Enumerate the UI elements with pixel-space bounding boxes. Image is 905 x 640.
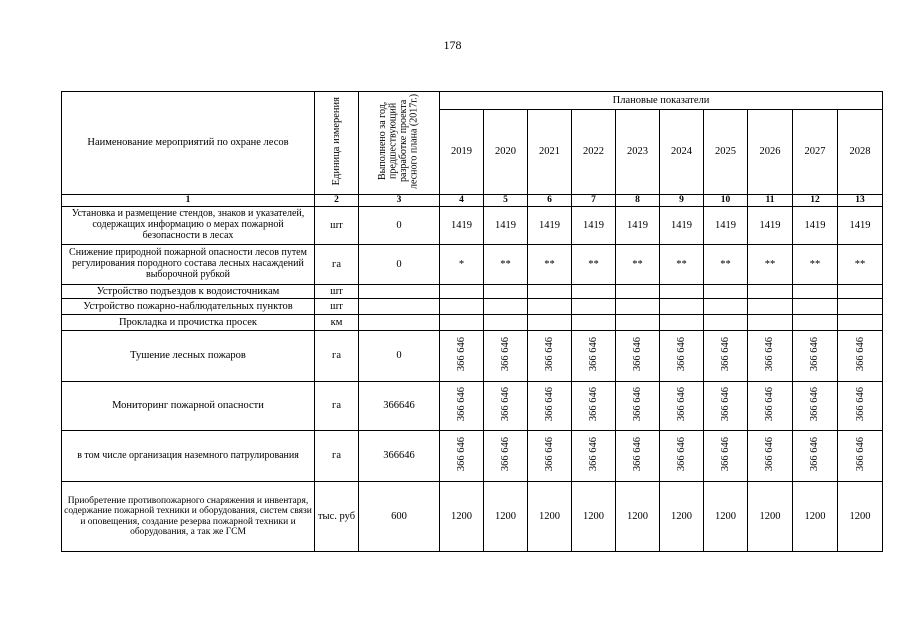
row-plan-value — [793, 315, 838, 331]
row-plan-value: 1200 — [748, 482, 793, 552]
row-name: Мониторинг пожарной опасности — [62, 382, 315, 431]
plan-value-text: 366 646 — [631, 387, 643, 422]
row-plan-value — [572, 431, 616, 482]
row-plan-value: ** — [748, 245, 793, 285]
row-plan-value — [572, 382, 616, 431]
row-done: 600 — [359, 482, 440, 552]
row-plan-value — [838, 431, 883, 482]
table-row — [62, 315, 883, 331]
row-plan-value — [484, 382, 528, 431]
row-plan-value — [838, 299, 883, 315]
row-plan-value — [793, 431, 838, 482]
row-plan-value — [616, 382, 660, 431]
row-plan-value — [484, 285, 528, 299]
row-name: Приобретение противопожарного снаряжения и инвентаря, содержание пожарной техники и оборудования, систем связи и оповещения, создание резерва пожарной техники и оборудования, а так же ГСМ — [62, 482, 315, 552]
plan-value-text: 366 646 — [719, 337, 731, 372]
row-unit: га — [315, 331, 359, 382]
column-number: 8 — [616, 195, 660, 207]
row-plan-value — [528, 285, 572, 299]
column-number: 4 — [440, 195, 484, 207]
row-plan-value: 1200 — [484, 482, 528, 552]
fire-protection-table — [61, 91, 883, 552]
column-number: 3 — [359, 195, 440, 207]
row-plan-value — [660, 315, 704, 331]
column-number: 6 — [528, 195, 572, 207]
row-unit: км — [315, 315, 359, 331]
row-plan-value — [528, 382, 572, 431]
row-plan-value — [704, 331, 748, 382]
plan-value-text: 366 646 — [587, 387, 599, 422]
row-plan-value: 1200 — [838, 482, 883, 552]
column-number: 9 — [660, 195, 704, 207]
header-plan-group: Плановые показатели — [440, 92, 883, 110]
row-plan-value: 1200 — [616, 482, 660, 552]
plan-value-text: 366 646 — [719, 437, 731, 472]
row-name: Тушение лесных пожаров — [62, 331, 315, 382]
row-plan-value: 1419 — [838, 207, 883, 245]
row-plan-value — [528, 299, 572, 315]
row-plan-value — [616, 315, 660, 331]
row-plan-value — [704, 285, 748, 299]
plan-value-text: 366 646 — [455, 337, 467, 372]
row-plan-value — [484, 299, 528, 315]
header-year: 2024 — [660, 110, 704, 195]
column-number: 2 — [315, 195, 359, 207]
row-plan-value — [748, 382, 793, 431]
row-done: 366646 — [359, 431, 440, 482]
row-plan-value: 1419 — [616, 207, 660, 245]
row-plan-value — [440, 299, 484, 315]
table-row — [62, 331, 883, 382]
row-done: 366646 — [359, 382, 440, 431]
plan-value-text: 366 646 — [455, 387, 467, 422]
row-plan-value — [660, 431, 704, 482]
row-plan-value: 1200 — [704, 482, 748, 552]
plan-value-text: 366 646 — [455, 437, 467, 472]
row-name: Устройство подъездов к водоисточникам — [62, 285, 315, 299]
row-plan-value — [528, 431, 572, 482]
row-plan-value: 1419 — [484, 207, 528, 245]
row-unit: га — [315, 431, 359, 482]
row-plan-value — [793, 382, 838, 431]
plan-value-text: 366 646 — [854, 337, 866, 372]
row-plan-value — [484, 431, 528, 482]
row-plan-value: 1419 — [793, 207, 838, 245]
header-year: 2027 — [793, 110, 838, 195]
row-plan-value — [704, 382, 748, 431]
column-number: 5 — [484, 195, 528, 207]
plan-value-text: 366 646 — [764, 337, 776, 372]
row-plan-value: ** — [660, 245, 704, 285]
row-plan-value: 1419 — [528, 207, 572, 245]
row-plan-value — [572, 331, 616, 382]
row-done: 0 — [359, 245, 440, 285]
row-plan-value — [528, 331, 572, 382]
row-plan-value: 1419 — [572, 207, 616, 245]
row-plan-value — [838, 382, 883, 431]
column-number-row — [62, 195, 883, 207]
header-year: 2025 — [704, 110, 748, 195]
header-name: Наименование мероприятий по охране лесов — [62, 92, 315, 195]
plan-value-text: 366 646 — [631, 437, 643, 472]
row-plan-value: 1419 — [748, 207, 793, 245]
row-plan-value — [704, 299, 748, 315]
plan-value-text: 366 646 — [543, 437, 555, 472]
plan-value-text: 366 646 — [499, 437, 511, 472]
header-year: 2020 — [484, 110, 528, 195]
row-plan-value: ** — [528, 245, 572, 285]
plan-value-text: 366 646 — [675, 437, 687, 472]
column-number: 13 — [838, 195, 883, 207]
row-unit: тыс. руб — [315, 482, 359, 552]
row-name: в том числе организация наземного патрулирования — [62, 431, 315, 482]
header-year: 2021 — [528, 110, 572, 195]
plan-value-text: 366 646 — [587, 337, 599, 372]
row-plan-value — [660, 382, 704, 431]
row-plan-value — [616, 331, 660, 382]
row-name: Прокладка и прочистка просек — [62, 315, 315, 331]
row-plan-value: ** — [793, 245, 838, 285]
row-plan-value — [748, 315, 793, 331]
page-number: 178 — [443, 38, 462, 52]
row-unit: шт — [315, 299, 359, 315]
plan-value-text: 366 646 — [499, 387, 511, 422]
row-plan-value — [484, 331, 528, 382]
column-number: 11 — [748, 195, 793, 207]
row-plan-value — [616, 285, 660, 299]
row-plan-value: ** — [704, 245, 748, 285]
row-plan-value: 1419 — [440, 207, 484, 245]
plan-value-text: 366 646 — [675, 337, 687, 372]
row-plan-value: 1200 — [572, 482, 616, 552]
plan-value-text: 366 646 — [587, 437, 599, 472]
row-plan-value — [528, 315, 572, 331]
row-plan-value — [838, 285, 883, 299]
row-plan-value: ** — [572, 245, 616, 285]
table-row — [62, 207, 883, 245]
plan-value-text: 366 646 — [764, 387, 776, 422]
table-row — [62, 245, 883, 285]
plan-value-text: 366 646 — [719, 387, 731, 422]
row-plan-value — [572, 299, 616, 315]
row-name: Установка и размещение стендов, знаков и указателей, содержащих информацию о мерах пожарной безопасности в лесах — [62, 207, 315, 245]
row-plan-value — [440, 431, 484, 482]
row-plan-value — [660, 285, 704, 299]
row-plan-value — [660, 299, 704, 315]
plan-value-text: 366 646 — [809, 337, 821, 372]
row-plan-value — [440, 382, 484, 431]
row-plan-value — [440, 285, 484, 299]
row-unit: шт — [315, 285, 359, 299]
row-plan-value — [440, 315, 484, 331]
row-plan-value — [704, 431, 748, 482]
column-number: 1 — [62, 195, 315, 207]
row-plan-value — [748, 299, 793, 315]
header-year: 2019 — [440, 110, 484, 195]
row-plan-value: ** — [616, 245, 660, 285]
header-unit: Единица измерения — [315, 92, 359, 195]
row-plan-value — [748, 431, 793, 482]
header-done: Выполнено за год, предшествующий разработке проекта лесного плана (2017г.) — [359, 92, 440, 195]
table-row — [62, 431, 883, 482]
row-plan-value — [793, 299, 838, 315]
row-done: 0 — [359, 331, 440, 382]
row-plan-value — [660, 331, 704, 382]
row-plan-value — [838, 331, 883, 382]
table-row — [62, 482, 883, 552]
plan-value-text: 366 646 — [809, 437, 821, 472]
row-plan-value: * — [440, 245, 484, 285]
row-plan-value — [748, 285, 793, 299]
row-plan-value: ** — [838, 245, 883, 285]
plan-value-text: 366 646 — [854, 387, 866, 422]
table-row — [62, 382, 883, 431]
row-plan-value — [704, 315, 748, 331]
table-row — [62, 285, 883, 299]
row-plan-value: 1419 — [660, 207, 704, 245]
column-number: 10 — [704, 195, 748, 207]
row-done: 0 — [359, 207, 440, 245]
row-plan-value — [793, 331, 838, 382]
row-done — [359, 299, 440, 315]
header-year: 2028 — [838, 110, 883, 195]
row-unit: га — [315, 245, 359, 285]
plan-value-text: 366 646 — [809, 387, 821, 422]
row-plan-value: 1419 — [704, 207, 748, 245]
row-plan-value — [572, 315, 616, 331]
row-plan-value: 1200 — [660, 482, 704, 552]
row-done — [359, 315, 440, 331]
header-year: 2023 — [616, 110, 660, 195]
row-unit: га — [315, 382, 359, 431]
row-plan-value — [616, 299, 660, 315]
row-plan-value — [838, 315, 883, 331]
row-plan-value — [484, 315, 528, 331]
header-year: 2026 — [748, 110, 793, 195]
plan-value-text: 366 646 — [543, 337, 555, 372]
row-plan-value — [440, 331, 484, 382]
plan-value-text: 366 646 — [631, 337, 643, 372]
row-name: Снижение природной пожарной опасности лесов путем регулирования породного состава лесных насаждений выборочной рубкой — [62, 245, 315, 285]
table-row — [62, 299, 883, 315]
row-plan-value: ** — [484, 245, 528, 285]
plan-value-text: 366 646 — [675, 387, 687, 422]
row-plan-value: 1200 — [793, 482, 838, 552]
plan-value-text: 366 646 — [854, 437, 866, 472]
plan-value-text: 366 646 — [543, 387, 555, 422]
row-plan-value — [572, 285, 616, 299]
row-plan-value — [748, 331, 793, 382]
row-plan-value: 1200 — [440, 482, 484, 552]
row-plan-value: 1200 — [528, 482, 572, 552]
column-number: 7 — [572, 195, 616, 207]
plan-value-text: 366 646 — [764, 437, 776, 472]
column-number: 12 — [793, 195, 838, 207]
row-plan-value — [793, 285, 838, 299]
plan-value-text: 366 646 — [499, 337, 511, 372]
row-unit: шт — [315, 207, 359, 245]
header-year: 2022 — [572, 110, 616, 195]
row-plan-value — [616, 431, 660, 482]
row-name: Устройство пожарно-наблюдательных пунктов — [62, 299, 315, 315]
row-done — [359, 285, 440, 299]
